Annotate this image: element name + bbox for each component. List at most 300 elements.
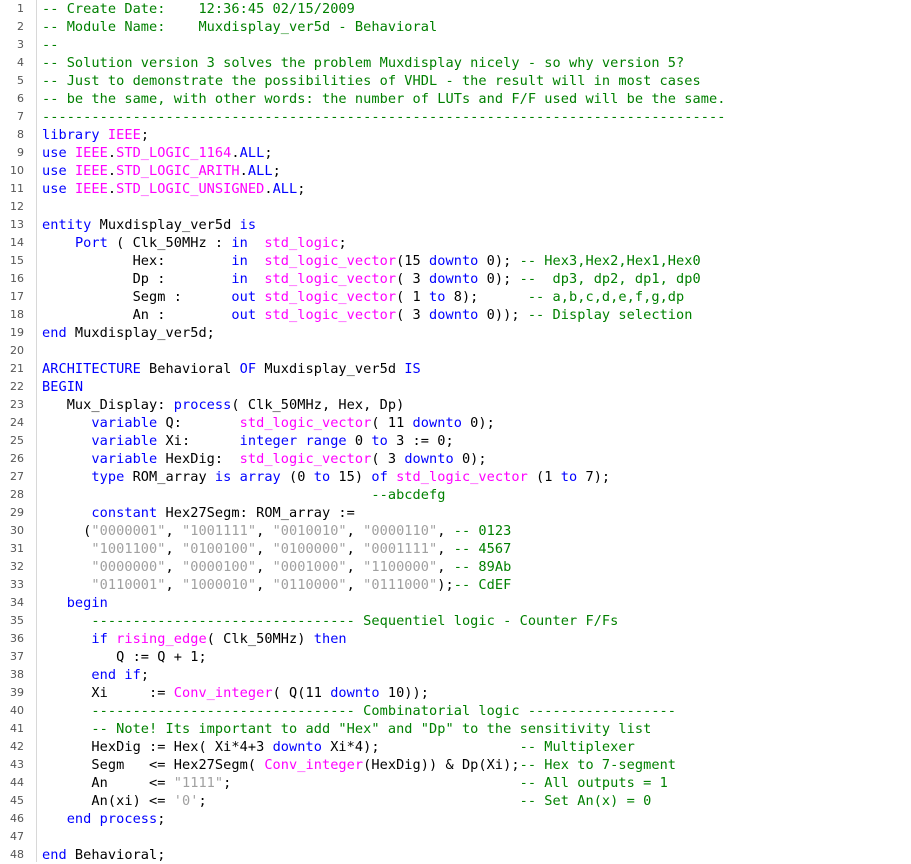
code-line[interactable] [0, 846, 911, 864]
code-token: , [437, 541, 454, 557]
code-token: in [231, 235, 248, 251]
code-token: , [346, 559, 364, 575]
code-token: 10)); [379, 685, 430, 701]
code-token: -- a,b,c,d,e,f,g,dp [527, 289, 685, 305]
line-number: 11 [10, 182, 24, 195]
line-code [42, 0, 355, 18]
code-token: end [42, 847, 67, 863]
code-token: -- Display selection [527, 307, 693, 323]
code-line[interactable] [0, 90, 911, 108]
code-token: -- [42, 37, 59, 53]
line-code [42, 378, 83, 396]
line-code [42, 396, 404, 414]
code-token [42, 595, 67, 611]
line-number: 35 [10, 614, 24, 627]
code-line[interactable] [0, 198, 911, 216]
line-code [42, 504, 355, 522]
code-token: to [371, 433, 388, 449]
code-token: ( [42, 523, 92, 539]
code-token: std_logic_vector [264, 253, 397, 269]
code-line[interactable] [0, 486, 911, 504]
code-token: An <= [42, 775, 174, 791]
code-token: "1111" [173, 775, 224, 791]
code-line[interactable] [0, 108, 911, 126]
line-number: 4 [17, 56, 24, 69]
code-token: Muxdisplay_ver5d [256, 361, 405, 377]
line-code [42, 540, 511, 558]
code-token: , [165, 541, 182, 557]
code-token [388, 469, 396, 485]
code-line[interactable] [0, 612, 911, 630]
code-line[interactable] [0, 306, 911, 324]
code-line[interactable] [0, 180, 911, 198]
code-line[interactable] [0, 252, 911, 270]
line-number: 19 [10, 326, 24, 339]
code-token: -- Hex to 7-segment [519, 757, 677, 773]
code-token [42, 235, 75, 251]
code-line[interactable] [0, 0, 911, 18]
line-number: 18 [10, 308, 24, 321]
code-token: , [437, 523, 454, 539]
line-number: 33 [10, 578, 24, 591]
code-token: -- 89Ab [453, 559, 512, 575]
code-line[interactable] [0, 414, 911, 432]
code-token: "1001111" [181, 523, 257, 539]
code-token: end process [66, 811, 158, 827]
line-code [42, 774, 668, 792]
code-line[interactable] [0, 810, 911, 828]
code-token: end [42, 325, 67, 341]
line-number: 13 [10, 218, 24, 231]
code-token: (15 [396, 253, 430, 269]
line-number: 24 [10, 416, 24, 429]
code-token: std_logic_vector [239, 451, 372, 467]
code-token: 0); [478, 271, 520, 287]
code-token: ; [140, 127, 150, 143]
code-line[interactable] [0, 756, 911, 774]
code-token: Hex27Segm: ROM_array := [157, 505, 355, 521]
code-token [42, 721, 91, 737]
line-code [42, 648, 207, 666]
code-token: "0000100" [181, 559, 257, 575]
code-token [42, 613, 91, 629]
line-code [42, 360, 421, 378]
code-token: downto [272, 739, 322, 755]
code-line[interactable] [0, 792, 911, 810]
code-token: "0110001" [91, 577, 166, 593]
code-token: -- Multiplexer [519, 739, 635, 755]
code-token: Dp : [42, 271, 232, 287]
code-token: Segm : [42, 289, 232, 305]
line-code [42, 612, 618, 630]
line-number: 15 [10, 254, 24, 267]
code-token: variable [91, 451, 158, 467]
code-token: 0 [346, 433, 372, 449]
code-token: ALL [272, 181, 298, 197]
line-code [42, 594, 108, 612]
code-line[interactable] [0, 234, 911, 252]
line-number: 47 [10, 830, 24, 843]
code-line[interactable] [0, 468, 911, 486]
code-token: ( Clk_50MHz, Hex, Dp) [231, 397, 405, 413]
code-token: -------------------------------- Sequentiel logic - Counter F/Fs [91, 613, 619, 629]
code-token: end if [91, 667, 141, 683]
code-token: to [313, 469, 331, 485]
code-token: IEEE [74, 145, 108, 161]
code-token [248, 253, 264, 269]
code-token: ; [272, 163, 281, 179]
code-token: Q := Q + 1; [42, 649, 207, 665]
code-token: std_logic_vector [396, 469, 528, 485]
code-token: out [231, 289, 257, 305]
code-token: "0110000" [272, 577, 347, 593]
code-token [108, 631, 116, 647]
code-token: Conv_integer [173, 685, 273, 701]
code-token [67, 163, 75, 179]
code-token: BEGIN [42, 379, 84, 395]
code-token: . [107, 163, 117, 179]
code-token [42, 469, 91, 485]
line-number: 7 [17, 110, 24, 123]
line-number: 16 [10, 272, 24, 285]
code-token [42, 559, 91, 575]
code-line[interactable] [0, 504, 911, 522]
line-code [42, 432, 454, 450]
line-number: 27 [10, 470, 24, 483]
code-line[interactable] [0, 540, 911, 558]
code-line[interactable] [0, 522, 911, 540]
line-code [42, 576, 511, 594]
code-token: of [371, 469, 388, 485]
line-code [42, 468, 610, 486]
line-number: 43 [10, 758, 24, 771]
code-token: . [239, 163, 248, 179]
code-token: ( Clk_50MHz) [206, 631, 314, 647]
code-line[interactable] [0, 684, 911, 702]
line-number: 31 [10, 542, 24, 555]
code-line[interactable] [0, 378, 911, 396]
code-token: , [346, 541, 364, 557]
code-token: , [346, 577, 364, 593]
code-token: ( Q(11 [272, 685, 331, 701]
code-token: rising_edge [116, 631, 207, 647]
code-line[interactable] [0, 630, 911, 648]
code-token: "1100000" [363, 559, 438, 575]
code-token: "1000010" [181, 577, 257, 593]
code-line[interactable] [0, 702, 911, 720]
line-number: 34 [10, 596, 24, 609]
code-line[interactable] [0, 324, 911, 342]
code-token: -- Solution version 3 solves the problem Muxdisplay nicely - so why version 5? [42, 55, 685, 71]
code-token: -- Hex3,Hex2,Hex1,Hex0 [519, 253, 701, 269]
code-token: ; [223, 775, 520, 791]
line-code [42, 558, 511, 576]
code-token: to [560, 469, 578, 485]
line-code [42, 108, 725, 126]
code-token [42, 541, 91, 557]
code-token: Segm <= Hex27Segm( [42, 757, 265, 773]
code-token: -- Set An(x) = 0 [519, 793, 652, 809]
code-token: STD_LOGIC_ARITH [116, 163, 240, 179]
code-token: ; [157, 811, 166, 827]
code-line[interactable] [0, 270, 911, 288]
code-token: HexDig: [157, 451, 240, 467]
line-code [42, 450, 487, 468]
code-token: ; [198, 793, 520, 809]
code-token: . [231, 145, 240, 161]
line-number: 6 [17, 92, 24, 105]
line-number: 37 [10, 650, 24, 663]
code-token: Behavioral [140, 361, 240, 377]
line-number: 25 [10, 434, 24, 447]
line-number: 10 [10, 164, 24, 177]
code-token [42, 487, 371, 503]
line-code [42, 702, 676, 720]
line-code [42, 720, 651, 738]
code-token: ; [264, 145, 273, 161]
code-token: '0' [173, 793, 199, 809]
code-token: (HexDig)) & Dp(Xi); [363, 757, 520, 773]
line-code [42, 792, 651, 810]
line-number: 42 [10, 740, 24, 753]
code-token [100, 127, 108, 143]
line-code [42, 54, 684, 72]
code-token: ( Clk_50MHz : [107, 235, 232, 251]
code-token: -- be the same, with other words: the number of LUTs and F/F used will be the same. [42, 91, 726, 107]
code-token: IS [404, 361, 421, 377]
code-token: -------------------------------- Combinatorial logic ------------------ [91, 703, 677, 719]
code-token: "0100000" [272, 541, 347, 557]
line-code [42, 666, 149, 684]
code-line[interactable] [0, 144, 911, 162]
code-token: Conv_integer [264, 757, 364, 773]
code-token: -- Note! Its important to add "Hex" and "Dp" to the sensitivity list [91, 721, 652, 737]
code-token: ); [437, 577, 454, 593]
code-token: out [231, 307, 257, 323]
code-token: , [256, 541, 273, 557]
line-number: 5 [17, 74, 24, 87]
line-code [42, 144, 273, 162]
code-line[interactable] [0, 18, 911, 36]
code-token: 3 := 0; [387, 433, 454, 449]
code-token: 7); [577, 469, 611, 485]
code-line[interactable] [0, 216, 911, 234]
code-line[interactable] [0, 558, 911, 576]
line-code [42, 72, 701, 90]
line-code [42, 756, 676, 774]
code-line[interactable] [0, 594, 911, 612]
code-token: Q: [157, 415, 240, 431]
code-token [231, 469, 239, 485]
line-code [42, 738, 635, 756]
code-token: downto [429, 271, 479, 287]
line-number: 44 [10, 776, 24, 789]
code-token: , [165, 523, 182, 539]
code-line[interactable] [0, 450, 911, 468]
code-token: variable [91, 415, 158, 431]
line-number: 9 [17, 146, 24, 159]
line-code [42, 522, 511, 540]
line-code [42, 486, 445, 504]
code-token: downto [429, 307, 479, 323]
code-token: . [107, 145, 117, 161]
code-token: use [42, 181, 67, 197]
code-line[interactable] [0, 342, 911, 360]
code-token: array [239, 469, 281, 485]
code-token: -- 4567 [453, 541, 512, 557]
line-code [42, 18, 437, 36]
code-token: ( 3 [396, 307, 430, 323]
line-code [42, 846, 166, 864]
code-token: 0); [478, 253, 520, 269]
code-token [42, 505, 91, 521]
line-code [42, 288, 684, 306]
line-number: 38 [10, 668, 24, 681]
code-token [42, 577, 91, 593]
code-token [42, 703, 91, 719]
line-number: 48 [10, 848, 24, 861]
line-number: 36 [10, 632, 24, 645]
code-token [248, 271, 264, 287]
line-code [42, 180, 306, 198]
code-token: use [42, 163, 67, 179]
code-token: std_logic_vector [264, 289, 397, 305]
code-token: is [239, 217, 257, 233]
code-token: 0)); [478, 307, 528, 323]
line-number: 41 [10, 722, 24, 735]
line-code [42, 684, 429, 702]
code-token [42, 451, 91, 467]
code-token: , [437, 559, 454, 575]
code-token: STD_LOGIC_1164 [116, 145, 232, 161]
code-token: ( 3 [396, 271, 430, 287]
code-token: , [346, 523, 364, 539]
code-token: 8); [445, 289, 528, 305]
code-line[interactable] [0, 36, 911, 54]
code-token: ; [338, 235, 347, 251]
code-token: ; [297, 181, 306, 197]
code-token: variable [91, 433, 158, 449]
line-code [42, 252, 701, 270]
line-code [42, 126, 149, 144]
line-code [42, 36, 58, 54]
code-line[interactable] [0, 360, 911, 378]
code-line[interactable] [0, 396, 911, 414]
code-token: 0); [453, 451, 487, 467]
code-token: use [42, 145, 67, 161]
code-token: std_logic_vector [264, 307, 397, 323]
code-token: , [256, 523, 273, 539]
code-token: --abcdefg [371, 487, 446, 503]
code-token: Muxdisplay_ver5d; [66, 325, 215, 341]
code-line[interactable] [0, 774, 911, 792]
code-token: std_logic [264, 235, 339, 251]
code-token: constant [91, 505, 158, 521]
line-number: 46 [10, 812, 24, 825]
code-line[interactable] [0, 666, 911, 684]
line-number: 3 [17, 38, 24, 51]
code-token: , [165, 559, 182, 575]
code-token: IEEE [74, 181, 108, 197]
code-token: std_logic_vector [239, 415, 372, 431]
code-token: entity [42, 217, 92, 233]
code-token: . [107, 181, 117, 197]
code-token: process [173, 397, 232, 413]
code-token: OF [239, 361, 257, 377]
code-token: "0111000" [363, 577, 438, 593]
code-token: 0); [461, 415, 495, 431]
code-token [67, 145, 75, 161]
code-token: -- Just to demonstrate the possibilities of VHDL - the result will in most cases [42, 73, 701, 89]
code-token: "0000001" [91, 523, 166, 539]
code-token: Port [74, 235, 108, 251]
line-number: 2 [17, 20, 24, 33]
code-line[interactable] [0, 288, 911, 306]
code-token: ( 11 [371, 415, 413, 431]
code-token: . [264, 181, 273, 197]
code-token: then [313, 631, 347, 647]
code-token: ----------------------------------------------------------------------------------- [42, 109, 726, 125]
code-token: Behavioral; [66, 847, 166, 863]
code-token: , [256, 577, 273, 593]
code-line[interactable] [0, 576, 911, 594]
code-token: downto [404, 451, 454, 467]
code-token [42, 811, 67, 827]
code-line[interactable] [0, 828, 911, 846]
code-token: ALL [247, 163, 273, 179]
code-line[interactable] [0, 126, 911, 144]
code-token [42, 415, 91, 431]
code-token: (1 [527, 469, 561, 485]
code-token: -- 0123 [453, 523, 512, 539]
code-line[interactable] [0, 648, 911, 666]
code-token: Hex: [42, 253, 232, 269]
code-token: std_logic_vector [264, 271, 397, 287]
line-number: 45 [10, 794, 24, 807]
line-number: 1 [17, 2, 24, 15]
line-number: 26 [10, 452, 24, 465]
code-token: HexDig := Hex( Xi*4+3 [42, 739, 273, 755]
code-token: ARCHITECTURE [42, 361, 141, 377]
line-code [42, 414, 495, 432]
code-token: ( 1 [396, 289, 430, 305]
code-line[interactable] [0, 432, 911, 450]
code-token: , [256, 559, 273, 575]
line-code [42, 630, 347, 648]
code-token: "1001100" [91, 541, 166, 557]
line-code [42, 810, 166, 828]
code-line[interactable] [0, 54, 911, 72]
line-number: 17 [10, 290, 24, 303]
code-line[interactable] [0, 738, 911, 756]
code-token: An(xi) <= [42, 793, 174, 809]
code-token: range [305, 433, 347, 449]
line-code [42, 90, 725, 108]
code-token: ; [140, 667, 150, 683]
code-line[interactable] [0, 720, 911, 738]
line-number: 21 [10, 362, 24, 375]
code-token: -- Module Name: Muxdisplay_ver5d - Behavioral [42, 19, 438, 35]
code-line[interactable] [0, 162, 911, 180]
code-token: -- dp3, dp2, dp1, dp0 [519, 271, 701, 287]
code-token: type [91, 469, 125, 485]
code-token [42, 631, 91, 647]
code-token: -- CdEF [453, 577, 512, 593]
line-number: 23 [10, 398, 24, 411]
code-token: begin [66, 595, 108, 611]
line-number: 39 [10, 686, 24, 699]
code-line[interactable] [0, 72, 911, 90]
